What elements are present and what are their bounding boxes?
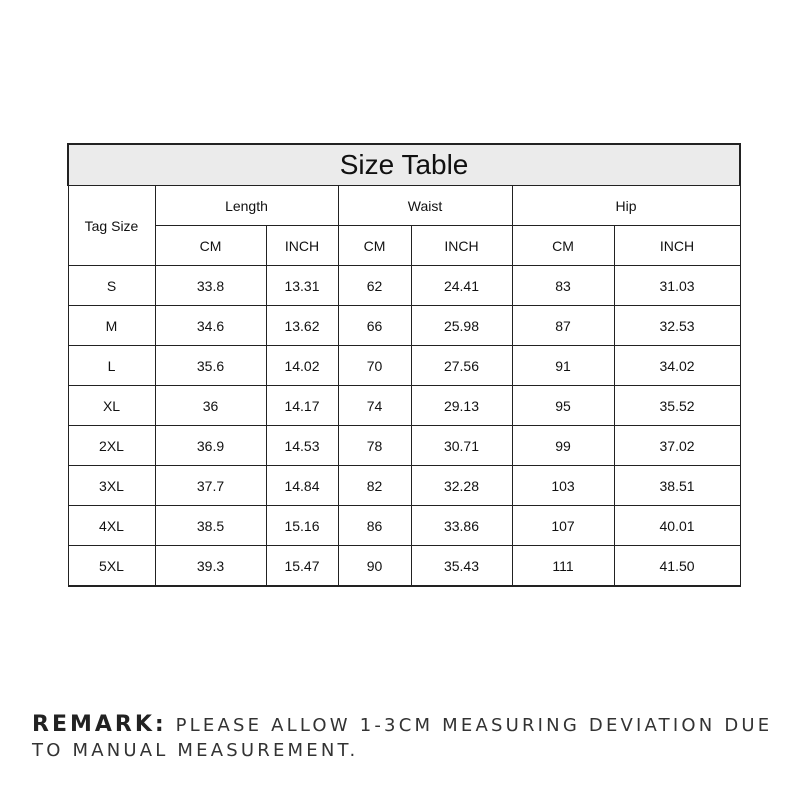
- measurement-cell: 15.47: [266, 546, 338, 587]
- measurement-cell: 32.28: [411, 466, 512, 506]
- measurement-cell: 95: [512, 386, 614, 426]
- measurement-cell: 107: [512, 506, 614, 546]
- measurement-cell: 38.51: [614, 466, 740, 506]
- table-row: [68, 506, 740, 546]
- tag-size-cell: 2XL: [68, 426, 155, 466]
- unit-header: CM: [155, 226, 266, 266]
- measurement-cell: 103: [512, 466, 614, 506]
- measurement-cell: 66: [338, 306, 411, 346]
- measurement-cell: 31.03: [614, 266, 740, 306]
- measurement-cell: 90: [338, 546, 411, 587]
- measurement-cell: 36.9: [155, 426, 266, 466]
- header-unit-row: [68, 226, 740, 266]
- unit-header: INCH: [266, 226, 338, 266]
- table-row: [68, 266, 740, 306]
- table-row: [68, 426, 740, 466]
- measurement-cell: 24.41: [411, 266, 512, 306]
- measurement-cell: 27.56: [411, 346, 512, 386]
- measurement-cell: 34.6: [155, 306, 266, 346]
- remark-text: PLEASE ALLOW 1-3CM MEASURING DEVIATION DUE TO MANUAL MEASUREMENT.: [32, 715, 773, 761]
- measurement-cell: 14.17: [266, 386, 338, 426]
- measurement-cell: 35.52: [614, 386, 740, 426]
- measurement-cell: 34.02: [614, 346, 740, 386]
- unit-header: CM: [338, 226, 411, 266]
- tag-size-cell: XL: [68, 386, 155, 426]
- measurement-cell: 25.98: [411, 306, 512, 346]
- size-rows: [68, 266, 740, 587]
- remark-note: [32, 712, 792, 763]
- measurement-cell: 38.5: [155, 506, 266, 546]
- measurement-cell: 14.84: [266, 466, 338, 506]
- tag-size-header: Tag Size: [68, 186, 155, 266]
- measurement-cell: 99: [512, 426, 614, 466]
- size-table: [67, 143, 741, 587]
- measurement-cell: 40.01: [614, 506, 740, 546]
- measurement-cell: 36: [155, 386, 266, 426]
- measurement-cell: 62: [338, 266, 411, 306]
- measurement-cell: 86: [338, 506, 411, 546]
- table-row: [68, 306, 740, 346]
- waist-header: Waist: [338, 186, 512, 226]
- header-group-row: [68, 186, 740, 226]
- measurement-cell: 78: [338, 426, 411, 466]
- title-row: [68, 144, 740, 186]
- measurement-cell: 74: [338, 386, 411, 426]
- tag-size-cell: 4XL: [68, 506, 155, 546]
- measurement-cell: 35.43: [411, 546, 512, 587]
- measurement-cell: 14.53: [266, 426, 338, 466]
- measurement-cell: 30.71: [411, 426, 512, 466]
- measurement-cell: 37.7: [155, 466, 266, 506]
- tag-size-cell: 5XL: [68, 546, 155, 587]
- measurement-cell: 29.13: [411, 386, 512, 426]
- measurement-cell: 41.50: [614, 546, 740, 587]
- length-header: Length: [155, 186, 338, 226]
- tag-size-cell: S: [68, 266, 155, 306]
- table-row: [68, 546, 740, 587]
- measurement-cell: 87: [512, 306, 614, 346]
- remark-label: REMARK:: [32, 712, 167, 737]
- table-row: [68, 466, 740, 506]
- measurement-cell: 15.16: [266, 506, 338, 546]
- table-row: [68, 386, 740, 426]
- measurement-cell: 39.3: [155, 546, 266, 587]
- measurement-cell: 13.62: [266, 306, 338, 346]
- measurement-cell: 32.53: [614, 306, 740, 346]
- unit-header: INCH: [411, 226, 512, 266]
- tag-size-cell: M: [68, 306, 155, 346]
- measurement-cell: 83: [512, 266, 614, 306]
- measurement-cell: 111: [512, 546, 614, 587]
- measurement-cell: 14.02: [266, 346, 338, 386]
- measurement-cell: 13.31: [266, 266, 338, 306]
- table-title: Size Table: [68, 144, 740, 186]
- measurement-cell: 82: [338, 466, 411, 506]
- tag-size-cell: L: [68, 346, 155, 386]
- unit-header: CM: [512, 226, 614, 266]
- unit-header: INCH: [614, 226, 740, 266]
- measurement-cell: 70: [338, 346, 411, 386]
- table-row: [68, 346, 740, 386]
- measurement-cell: 37.02: [614, 426, 740, 466]
- tag-size-cell: 3XL: [68, 466, 155, 506]
- measurement-cell: 33.8: [155, 266, 266, 306]
- measurement-cell: 33.86: [411, 506, 512, 546]
- measurement-cell: 91: [512, 346, 614, 386]
- hip-header: Hip: [512, 186, 740, 226]
- measurement-cell: 35.6: [155, 346, 266, 386]
